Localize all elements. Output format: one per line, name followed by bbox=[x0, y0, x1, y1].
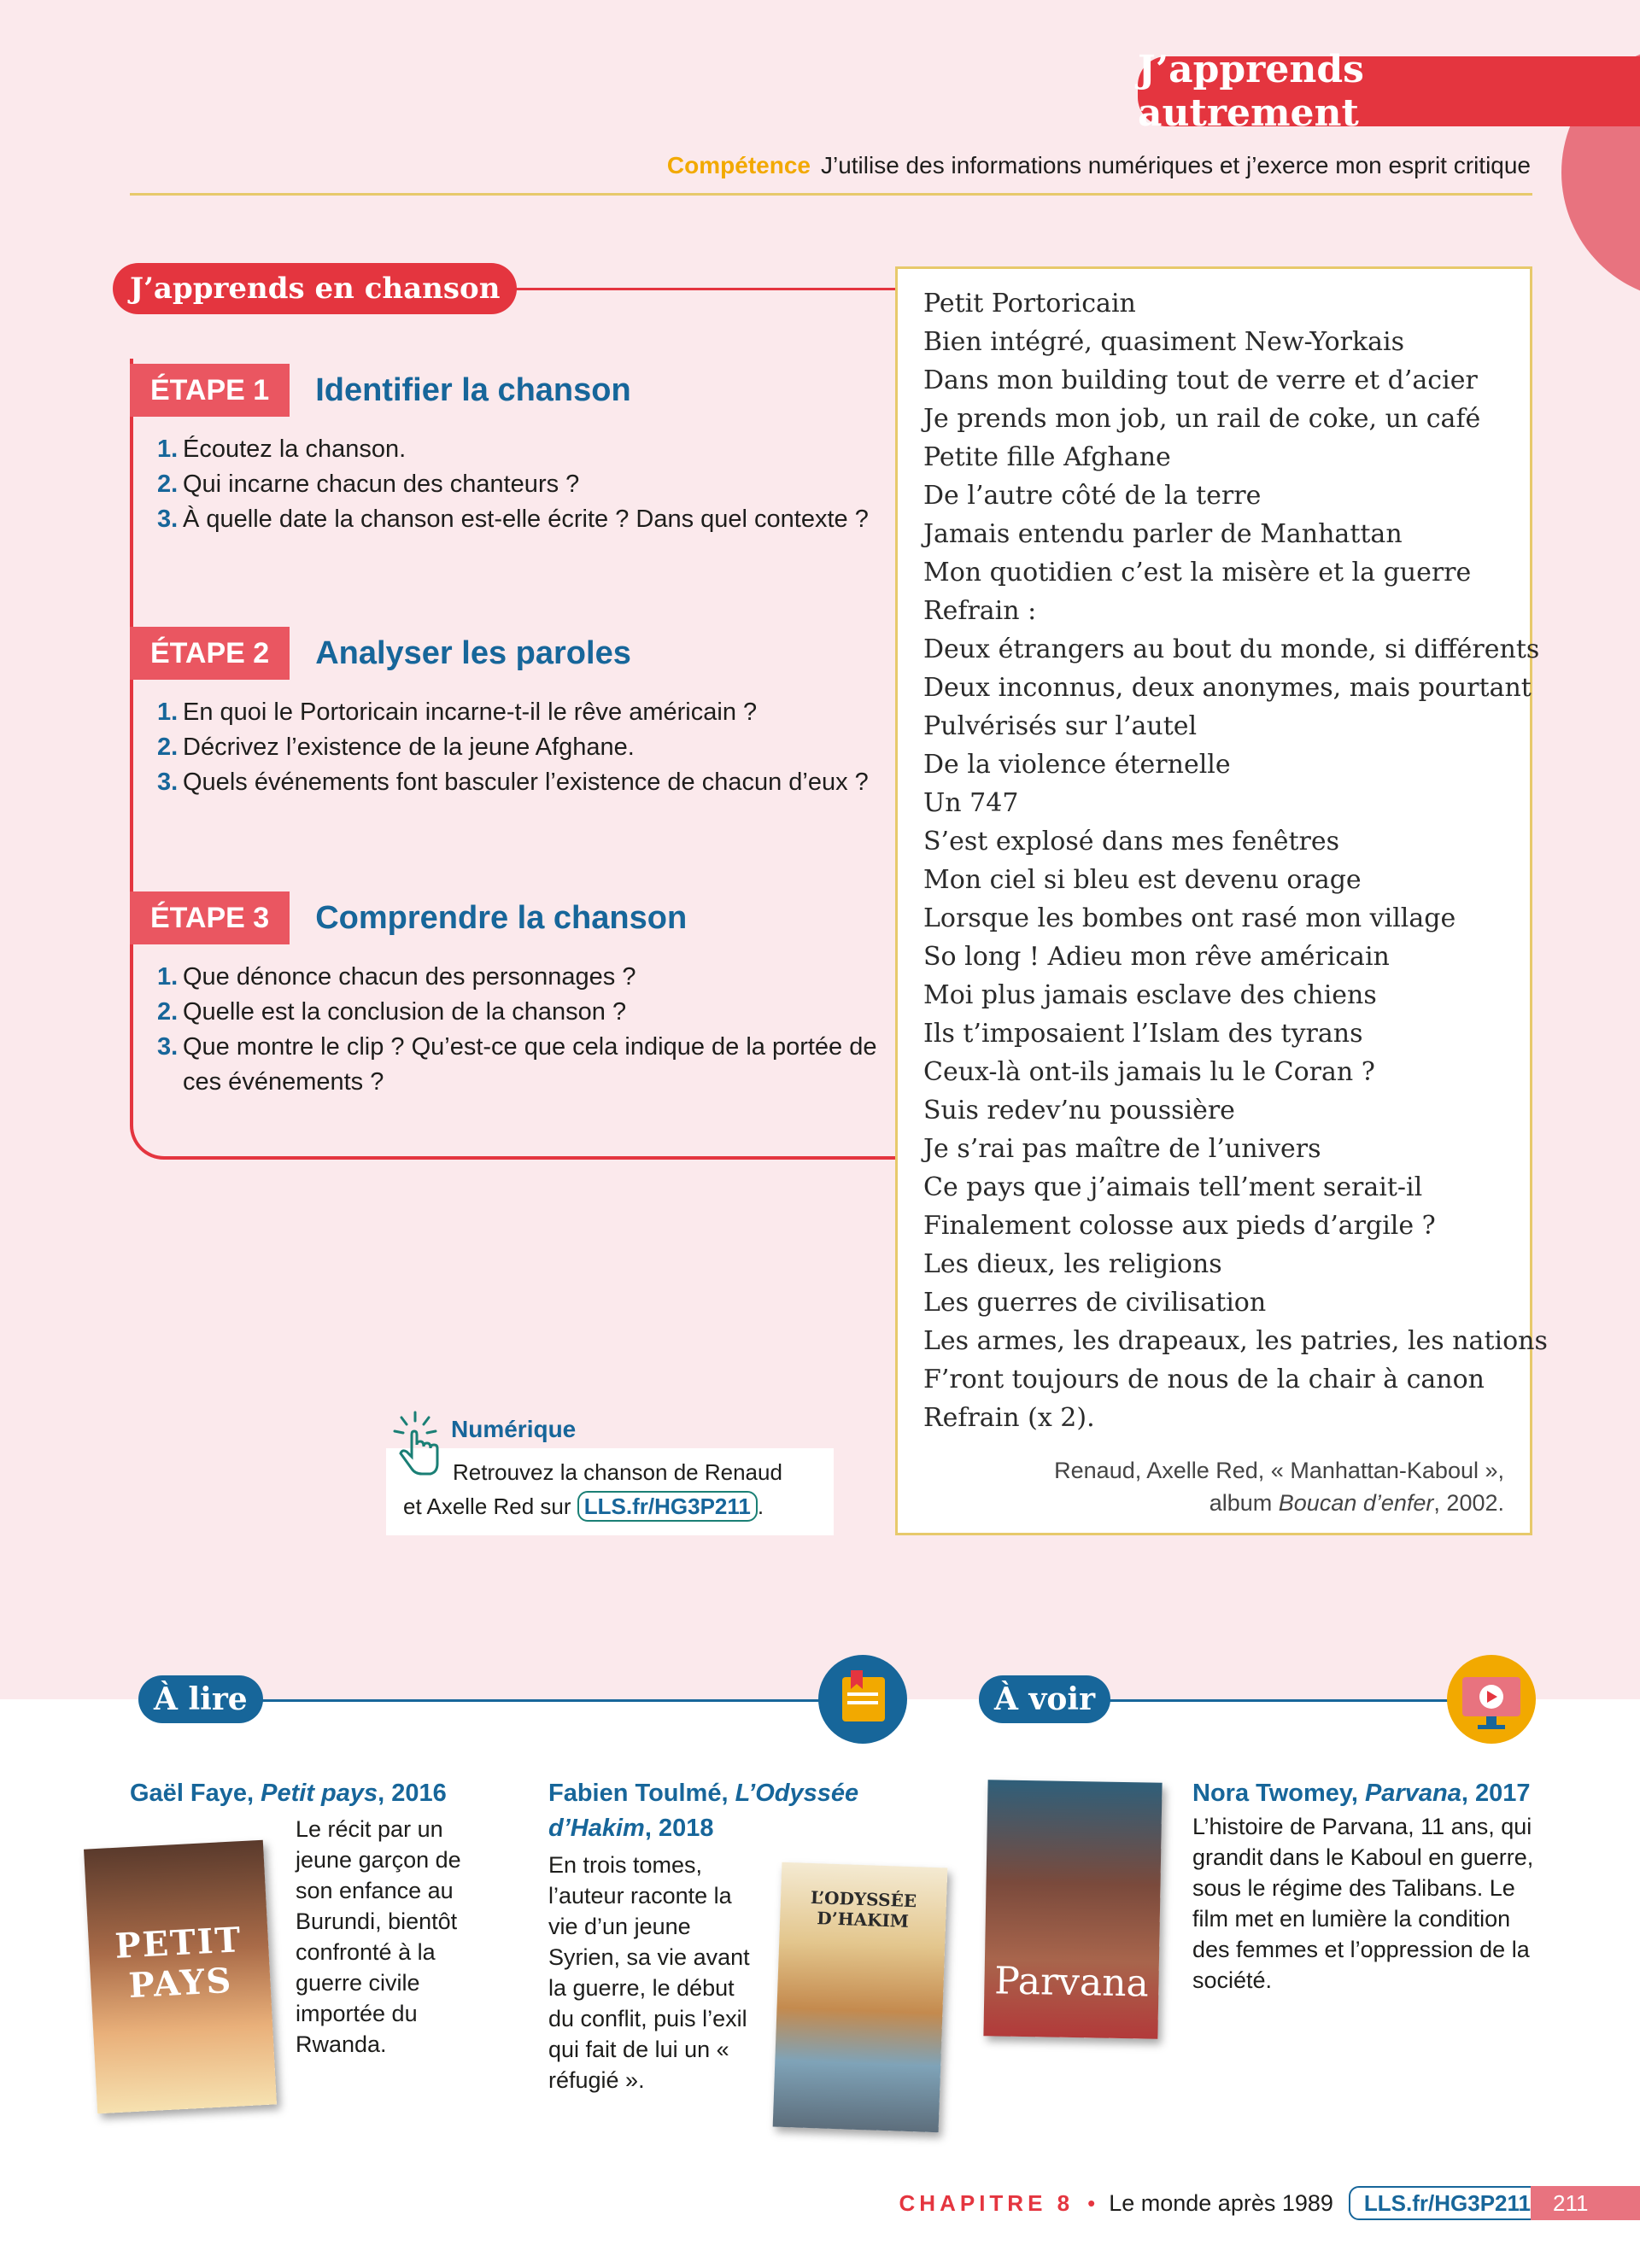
book-icon bbox=[818, 1655, 907, 1744]
book-glyph bbox=[818, 1655, 907, 1744]
lyric-line: Dans mon building tout de verre et d’acier bbox=[923, 365, 1478, 395]
lyric-line: Mon ciel si bleu est devenu orage bbox=[923, 865, 1362, 895]
question-number: 1. bbox=[157, 435, 179, 463]
book-author: Fabien Toulmé, bbox=[548, 1780, 735, 1807]
numerique-text bbox=[386, 1455, 834, 1523]
numerique-box bbox=[386, 1409, 834, 1537]
book-cover-petit-pays bbox=[84, 1840, 277, 2114]
lire-line bbox=[222, 1699, 820, 1702]
film-cover-parvana bbox=[983, 1780, 1162, 2039]
question bbox=[130, 1030, 899, 1100]
lyric-line: Petite fille Afghane bbox=[923, 442, 1171, 472]
lyric-line: F’ront toujours de nous de la chair à canon bbox=[923, 1365, 1485, 1394]
lyric-line: S’est explosé dans mes fenêtres bbox=[923, 827, 1340, 856]
film-work: Parvana bbox=[1364, 1780, 1461, 1807]
voir-pill: À voir bbox=[979, 1675, 1110, 1723]
question-text: En quoi le Portoricain incarne-t-il le rêve américain ? bbox=[183, 699, 758, 726]
video-glyph bbox=[1447, 1655, 1536, 1744]
question-text: Quels événements font basculer l’existence de chacun d’eux ? bbox=[183, 769, 869, 796]
numerique-line bbox=[386, 1489, 834, 1523]
lyric-line: Deux étrangers au bout du monde, si différents bbox=[923, 634, 1540, 664]
question-text: À quelle date la chanson est-elle écrite ? Dans quel contexte ? bbox=[183, 506, 869, 533]
voir-line bbox=[1068, 1699, 1452, 1702]
film-title bbox=[1192, 1776, 1543, 1811]
book-cover-odyssee bbox=[773, 1862, 948, 2133]
cover-title: Parvana bbox=[993, 1959, 1150, 2006]
book-description: En trois tomes, l’auteur raconte la vie d’un jeune Syrien, sa vie avant la guerre, le début du conflit, puis l’exil qui fait de lui un « réfugié ». bbox=[548, 1852, 750, 2093]
numerique-link[interactable]: LLS.fr/HG3P211 bbox=[577, 1491, 758, 1522]
question bbox=[130, 502, 899, 537]
lyric-line: Lorsque les bombes ont rasé mon village bbox=[923, 903, 1456, 933]
header-divider bbox=[130, 193, 1532, 196]
question-text: Que montre le clip ? Qu’est-ce que cela indique de la portée de ces événements ? bbox=[183, 1033, 877, 1096]
book-year: , 2018 bbox=[644, 1815, 714, 1842]
lyric-line: Ils t’imposaient l’Islam des tyrans bbox=[923, 1019, 1363, 1049]
lyric-line: Suis redev’nu poussière bbox=[923, 1096, 1235, 1125]
numerique-line: Retrouvez la chanson de Renaud bbox=[453, 1459, 782, 1485]
numerique-prefix: et Axelle Red sur bbox=[403, 1493, 577, 1519]
book-work: L’Odyssée d’Hakim bbox=[548, 1780, 859, 1842]
credit-prefix: album bbox=[1209, 1490, 1279, 1516]
book-title bbox=[130, 1776, 497, 1811]
lyric-line: Petit Portoricain bbox=[923, 289, 1136, 319]
question-number: 1. bbox=[157, 699, 179, 726]
credit-album: Boucan d’enfer bbox=[1278, 1490, 1434, 1516]
question-number: 1. bbox=[157, 963, 179, 991]
lyric-line: Jamais entendu parler de Manhattan bbox=[923, 519, 1403, 549]
question bbox=[130, 695, 899, 730]
video-icon bbox=[1447, 1655, 1536, 1744]
book-work: Petit pays bbox=[261, 1780, 378, 1807]
numerique-suffix: . bbox=[757, 1493, 764, 1519]
page-footer bbox=[899, 2186, 1546, 2220]
lyrics-list bbox=[923, 284, 1548, 1437]
footer-chapter: CHAPITRE 8 bbox=[899, 2189, 1075, 2216]
step-badge: ÉTAPE 2 bbox=[130, 627, 290, 680]
lyric-line: Refrain (x 2). bbox=[923, 1403, 1095, 1433]
lyric-line: Moi plus jamais esclave des chiens bbox=[923, 980, 1377, 1010]
question-number: 2. bbox=[157, 998, 179, 1026]
lyric-line: So long ! Adieu mon rêve américain bbox=[923, 942, 1390, 972]
lyric-line: Les armes, les drapeaux, les patries, les nations bbox=[923, 1326, 1548, 1356]
question-text: Écoutez la chanson. bbox=[183, 435, 407, 463]
credit-line bbox=[1054, 1487, 1504, 1519]
lire-pill: À lire bbox=[138, 1675, 263, 1723]
lyric-line: Bien intégré, quasiment New-Yorkais bbox=[923, 327, 1405, 357]
lyric-line: Mon quotidien c’est la misère et la guerre bbox=[923, 558, 1472, 587]
question-number: 3. bbox=[157, 769, 179, 796]
book-title bbox=[548, 1776, 890, 1846]
credit-line: Renaud, Axelle Red, « Manhattan-Kaboul », bbox=[1054, 1458, 1504, 1483]
footer-link[interactable]: LLS.fr/HG3P211 bbox=[1349, 2186, 1546, 2220]
book-author: Gaël Faye, bbox=[130, 1780, 261, 1807]
question-text: Quelle est la conclusion de la chanson ? bbox=[183, 998, 627, 1026]
film-description: L’histoire de Parvana, 11 ans, qui grandit dans le Kaboul en guerre, sous le régime des Talibans. Le film met en lumière la condition des femmes et l’oppression de la société. bbox=[1192, 1814, 1534, 1993]
lyric-line: Deux inconnus, deux anonymes, mais pourtant bbox=[923, 673, 1532, 703]
lyric-line: Pulvérisés sur l’autel bbox=[923, 711, 1198, 741]
question bbox=[130, 960, 899, 995]
book-odyssee-hakim bbox=[548, 1776, 890, 1846]
lyric-line: Ceux-là ont-ils jamais lu le Coran ? bbox=[923, 1057, 1375, 1087]
header-bar bbox=[1563, 56, 1640, 126]
lyric-line: Je prends mon job, un rail de coke, un café bbox=[923, 404, 1481, 434]
lyric-line: De la violence éternelle bbox=[923, 750, 1231, 780]
question bbox=[130, 995, 899, 1030]
competence-label: Compétence bbox=[666, 152, 811, 178]
question bbox=[130, 765, 899, 800]
question-number: 2. bbox=[157, 471, 179, 498]
question-list bbox=[130, 695, 899, 800]
lyric-line: Les guerres de civilisation bbox=[923, 1288, 1267, 1318]
competence-text: J’utilise des informations numériques et j’exerce mon esprit critique bbox=[820, 152, 1531, 178]
lyric-line: Ce pays que j’aimais tell’ment serait-il bbox=[923, 1172, 1423, 1202]
book-description: Le récit par un jeune garçon de son enfance au Burundi, bientôt confronté à la guerre civile importée du Rwanda. bbox=[296, 1816, 461, 2057]
step-title: Comprendre la chanson bbox=[315, 899, 688, 936]
book-petit-pays bbox=[130, 1776, 497, 1811]
question bbox=[130, 730, 899, 765]
lyric-line: Refrain : bbox=[923, 596, 1037, 626]
competence-line bbox=[667, 152, 1531, 179]
question-text: Décrivez l’existence de la jeune Afghane. bbox=[183, 734, 635, 761]
question-text: Qui incarne chacun des chanteurs ? bbox=[183, 471, 580, 498]
footer-separator: • bbox=[1087, 2189, 1096, 2216]
question bbox=[130, 432, 899, 467]
page-title: J’apprends autrement bbox=[1138, 56, 1573, 126]
page-number: 211 bbox=[1531, 2186, 1640, 2220]
song-section-pill: J’apprends en chanson bbox=[113, 263, 517, 314]
lyric-line: De l’autre côté de la terre bbox=[923, 481, 1262, 511]
credit-suffix: , 2002. bbox=[1433, 1490, 1504, 1516]
question-text: Que dénonce chacun des personnages ? bbox=[183, 963, 636, 991]
step-1 bbox=[130, 364, 899, 537]
film-year: , 2017 bbox=[1461, 1780, 1531, 1807]
book-year: , 2016 bbox=[378, 1780, 447, 1807]
step-badge: ÉTAPE 3 bbox=[130, 891, 290, 944]
lyric-line: Les dieux, les religions bbox=[923, 1249, 1222, 1279]
question-number: 3. bbox=[157, 1033, 179, 1061]
step-2 bbox=[130, 627, 899, 800]
question-number: 2. bbox=[157, 734, 179, 761]
lyrics-credit bbox=[1054, 1454, 1504, 1519]
numerique-title: Numérique bbox=[451, 1416, 577, 1442]
question bbox=[130, 467, 899, 502]
step-title: Analyser les paroles bbox=[315, 634, 631, 671]
lyric-line: Finalement colosse aux pieds d’argile ? bbox=[923, 1211, 1436, 1241]
lyric-line: Un 747 bbox=[923, 788, 1019, 818]
step-title: Identifier la chanson bbox=[315, 371, 631, 408]
question-list bbox=[130, 960, 899, 1100]
cover-title: PETIT PAYS bbox=[114, 1920, 243, 2007]
film-author: Nora Twomey, bbox=[1192, 1780, 1365, 1807]
step-badge: ÉTAPE 1 bbox=[130, 364, 290, 417]
question-number: 3. bbox=[157, 506, 179, 533]
lyric-line: Je s’rai pas maître de l’univers bbox=[923, 1134, 1321, 1164]
step-3 bbox=[130, 891, 899, 1100]
footer-chapter-name: Le monde après 1989 bbox=[1109, 2189, 1333, 2216]
question-list bbox=[130, 432, 899, 537]
lyrics-box bbox=[895, 266, 1548, 1535]
cover-title: L’ODYSSÉE D’HAKIM bbox=[810, 1886, 917, 1932]
film-parvana bbox=[1192, 1776, 1543, 1996]
